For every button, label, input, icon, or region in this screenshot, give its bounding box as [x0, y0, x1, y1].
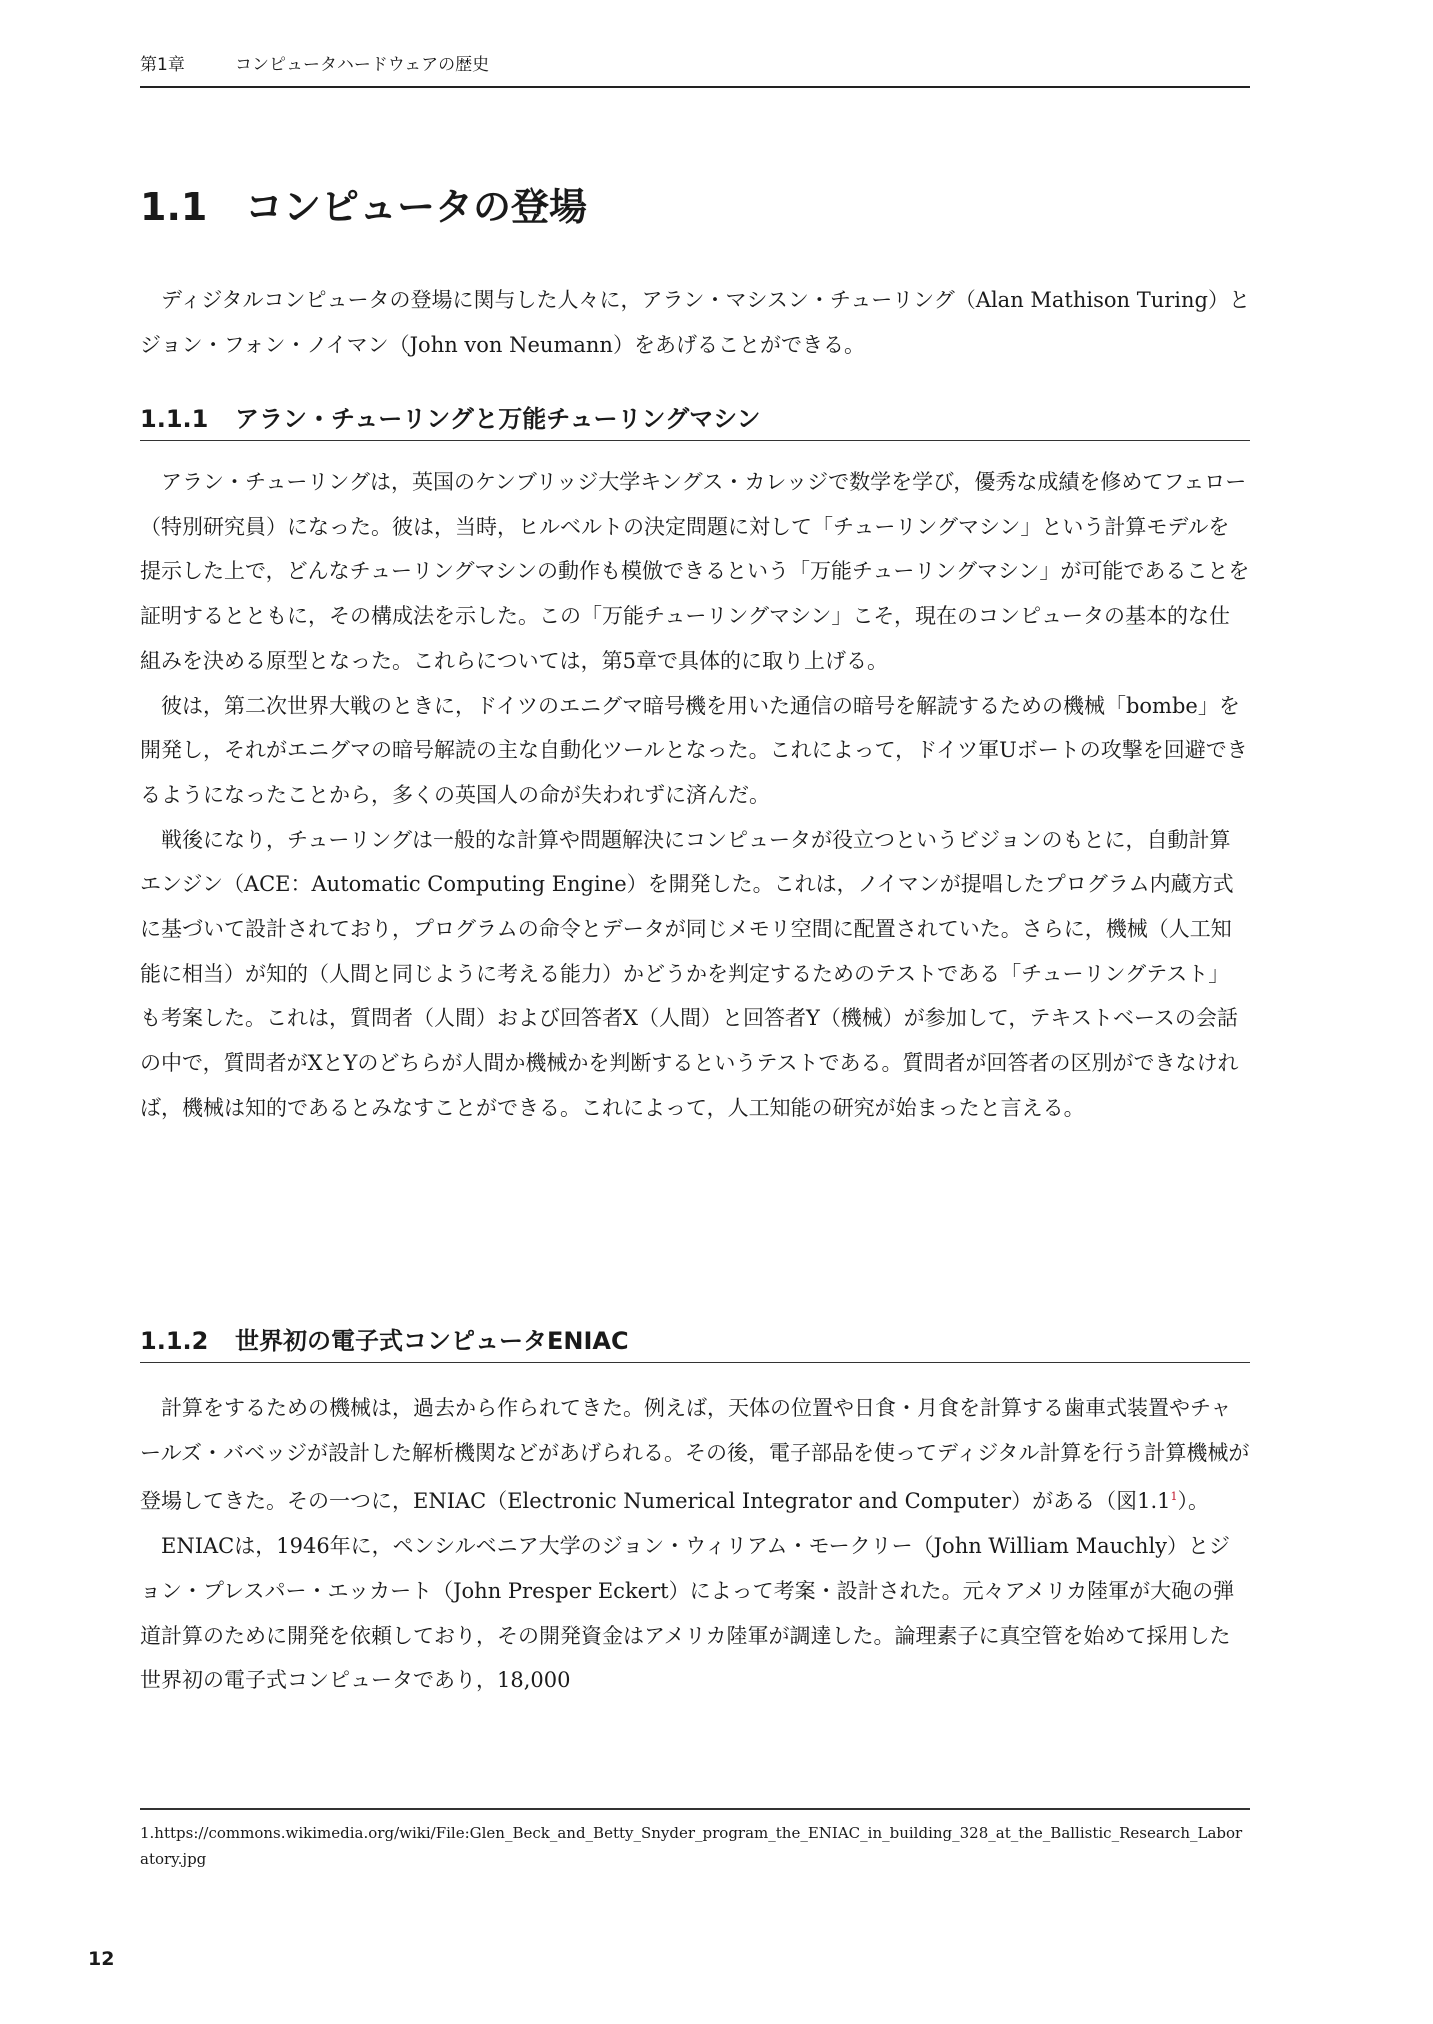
subsection-2-number: 1.1.2 — [140, 1327, 209, 1355]
subsection-1-number: 1.1.1 — [140, 405, 209, 433]
footnote-divider — [140, 1808, 1250, 1810]
page-number: 12 — [88, 1948, 115, 1970]
paragraph: ENIACは，1946年に，ペンシルベニア大学のジョン・ウィリアム・モークリー（John William Mauchly）とジョン・プレスパー・エッカート（John Presper Eckert）によって考案・設計された。元々アメリカ陸軍が大砲の弾道計算のために開発を依頼しており，その開発資金はアメリカ陸軍が調達した。論理素子に真空管を始めて採用した世界初の電子式コンピュータであり，18,000 — [140, 1534, 1235, 1693]
subsection-1-title: アラン・チューリングと万能チューリングマシン — [235, 405, 761, 433]
subsection-2-body — [140, 1386, 1250, 1703]
paragraph: アラン・チューリングは，英国のケンブリッジ大学キングス・カレッジで数学を学び，優秀な成績を修めてフェロー（特別研究員）になった。彼は，当時，ヒルベルトの決定問題に対して「チューリングマシン」という計算モデルを提示した上で，どんなチューリングマシンの動作も模倣できるという「万能チューリングマシン」が可能であることを証明するとともに，その構成法を示した。この「万能チューリングマシン」こそ，現在のコンピュータの基本的な仕組みを決める原型となった。これらについては，第5章で具体的に取り上げる。 — [140, 470, 1250, 673]
footnote: 1.https://commons.wikimedia.org/wiki/File:Glen_Beck_and_Betty_Snyder_program_the_ENIAC_in_building_328_at_the_Ballistic_Research_Laboratory.jpg — [140, 1824, 1243, 1868]
section-number: 1.1 — [140, 185, 208, 229]
intro-text — [140, 278, 1250, 367]
subsection-2-heading — [140, 1322, 1250, 1363]
paragraph — [140, 1386, 1250, 1524]
chapter-title: コンピュータハードウェアの歴史 — [235, 55, 490, 75]
paragraph: 戦後になり，チューリングは一般的な計算や問題解決にコンピュータが役立つというビジョンのもとに，自動計算エンジン（ACE：Automatic Computing Engine）を開発した。これは，ノイマンが提唱したプログラム内蔵方式に基づいて設計されており，プログラムの命令とデータが同じメモリ空間に配置されていた。さらに，機械（人工知能に相当）が知的（人間と同じように考える能力）かどうかを判定するためのテストである「チューリングテスト」も考案した。これは，質問者（人間）および回答者X（人間）と回答者Y（機械）が参加して，テキストベースの会話の中で，質問者がXとYのどちらが人間か機械かを判断するというテストである。質問者が回答者の区別ができなければ，機械は知的であるとみなすことができる。これによって，人工知能の研究が始まったと言える。 — [140, 827, 1239, 1120]
chapter-label: 第1章 — [140, 55, 185, 75]
section-heading — [140, 182, 587, 232]
running-header — [140, 50, 1250, 88]
subsection-1-body — [140, 460, 1250, 1131]
section-title: コンピュータの登場 — [245, 185, 588, 229]
paragraph: 彼は，第二次世界大戦のときに，ドイツのエニグマ暗号機を用いた通信の暗号を解読するための機械「bombe」を開発し，それがエニグマの暗号解読の主な自動化ツールとなった。これによって，ドイツ軍Uボートの攻撃を回避できるようになったことから，多くの英国人の命が失われずに済んだ。 — [140, 693, 1248, 807]
subsection-2-title: 世界初の電子式コンピュータENIAC — [235, 1327, 629, 1355]
intro-paragraph: ディジタルコンピュータの登場に関与した人々に，アラン・マシスン・チューリング（Alan Mathison Turing）とジョン・フォン・ノイマン（John von Neumann）をあげることができる。 — [140, 288, 1250, 357]
footnote-reference-link[interactable]: 1 — [1170, 1490, 1178, 1504]
paragraph-text: ）。 — [1177, 1489, 1209, 1514]
subsection-1-heading — [140, 400, 1250, 441]
paragraph-text: 計算をするための機械は，過去から作られてきた。例えば，天体の位置や日食・月食を計算する歯車式装置やチャールズ・バベッジが設計した解析機関などがあげられる。その後，電子部品を使ってディジタル計算を行う計算機械が登場してきた。その一つに，ENIAC（Electronic Numerical Integrator and Computer）がある（図1.1 — [140, 1396, 1250, 1514]
